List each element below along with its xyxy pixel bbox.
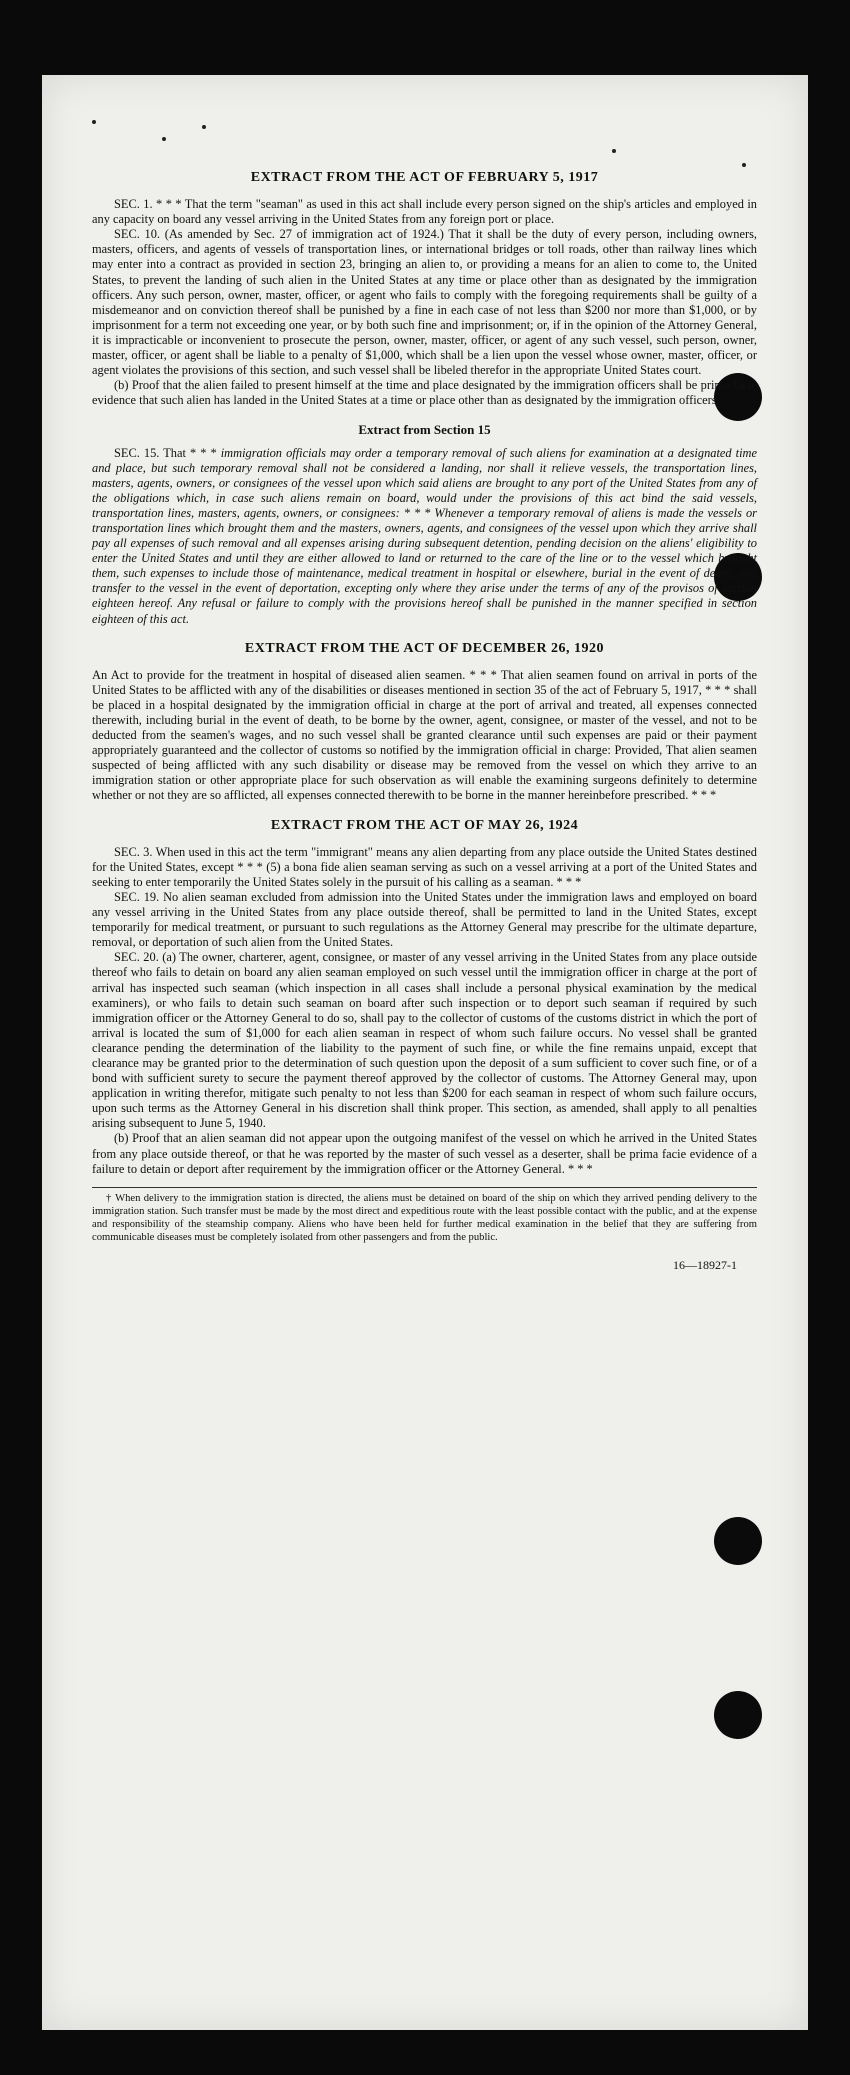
punch-hole [714,1691,762,1739]
footnote: † When delivery to the immigration station is directed, the aliens must be detained on board of the ship on which they arrived pending delivery to the immigration station. Such transfer must be made by the most direct and expeditious route with the least possible contact with the public, and at the expense and responsibility of the steamship company. Aliens who have been held for further medical examination in the belief that they are suffering from communicable diseases must be completely isolated from other passengers and from the public. [92,1187,757,1244]
section-15 [92,446,757,627]
section-1924 [92,845,757,1177]
sec15-body: immigration officials may order a temporary removal of such aliens for examination at a designated time and place, but such temporary removal shall not be considered a landing, nor shall it relieve vessels, the transportation lines, masters, agents, owners, or consignees of the vessel upon which said aliens are brought to any port of the United States from any of the obligations which, in case such aliens remain on board, would under the provisions of this act bind the said vessels, transportation lines, masters, agents, owners, or consignees: * * * Whenever a temporary removal of aliens is made the vessels or transportation lines which brought them and the masters, owners, agents, and consignees of the vessel upon which they arrive shall pay all expenses of such removal and all expenses arising during subsequent detention, pending decision on the aliens' eligibility to enter the United States and until they are either allowed to land or returned to the care of the line or to the vessel which brought them, such expenses to include those of maintenance, medical treatment in hospital or elsewhere, burial in the event of death, and transfer to the vessel in the event of deportation, excepting only where they arise under the terms of any of the provisos of section eighteen hereof. Any refusal or failure to comply with the provisions hereof shall be punished in the manner specified in section eighteen of this act. [92,445,757,626]
punch-hole [714,1517,762,1565]
subheading-section-15: Extract from Section 15 [358,422,491,438]
heading-act-1924: EXTRACT FROM THE ACT OF MAY 26, 1924 [270,817,579,833]
paragraph-sec19: SEC. 19. No alien seaman excluded from admission into the United States under the immigration laws and employed on board any vessel arriving in the United States from any place outside thereof, shall be permitted to land in the United States, except temporarily for medical treatment, or pursuant to such regulations as the Attorney General may prescribe for the ultimate departure, removal, or deportation of such alien from the United States. [92,889,757,950]
paragraph-sec20a: SEC. 20. (a) The owner, charterer, agent, consignee, or master of any vessel arriving in the United States from any place outside thereof who fails to detain on board any alien seaman employed on such vessel until the immigration officer in charge at the port of arrival has inspected such seaman (which inspection in all cases shall include a personal physical examination by the medical examiners), or who fails to detain such seaman on board after such inspection or to deport such seaman if required by such immigration officer or the Attorney General to do so, shall pay to the collector of customs of the customs district in which the port of arrival is located the sum of $1,000 for each alien seaman in respect of whom such failure occurs. No vessel shall be granted clearance pending the determination of the liability to the payment of such fine, or while the fine remains unpaid, except that clearance may be granted prior to the determination of such question upon the deposit of a sum sufficient to cover such fine, or of a bond with sufficient surety to secure the payment thereof approved by the collector of customs. The Attorney General may, upon application in writing therefor, mitigate such penalty to not less than $200 for each seaman in respect of whom such failure occurs, upon such terms as the Attorney General in his discretion shall think proper. This section, as amended, shall apply to all penalties arising subsequent to June 5, 1940. [92,950,757,1131]
paragraph-sec15 [92,446,757,627]
heading-act-1917: EXTRACT FROM THE ACT OF FEBRUARY 5, 1917 [250,170,599,185]
heading-act-1920: EXTRACT FROM THE ACT OF DECEMBER 26, 1920 [244,640,605,656]
form-number: 16—18927-1 [673,1257,737,1272]
paragraph-sec1: SEC. 1. * * * That the term "seaman" as used in this act shall include every person signed on the ship's articles and employed in any capacity on board any vessel arriving in the United States from any foreign port or place. [92,197,757,227]
scan-speck [92,120,96,124]
paragraph-sec10: SEC. 10. (As amended by Sec. 27 of immigration act of 1924.) That it shall be the duty of every person, including owners, masters, officers, and agents of vessels of transportation lines, or international bridges or toll roads, other than railway lines which may enter into a contract as provided in section 23, bringing an alien to, or providing a means for an alien to come to, the United States, to prevent the landing of such alien in the United States at any time or place other than as designated by the immigration officers. Any such person, owner, master, officer, or agent who fails to comply with the foregoing requirements shall be guilty of a misdemeanor and on conviction thereof shall be punished by a fine in each case of not less than $200 nor more than $1,000, or by imprisonment for a term not exceeding one year, or by both such fine and imprisonment; or, if in the opinion of the Attorney General, it is impracticable or inconvenient to prosecute the person, owner, master, officer, or agent of any such vessel, such person, owner, master, officer, or agent shall be liable to a penalty of $1,000, which shall be a lien upon the vessel whose owner, master, officer, or agent violates the provisions of this section, and such vessel shall be libeled therefor in the appropriate United States court. [92,227,757,378]
paragraph-act-1920: An Act to provide for the treatment in hospital of diseased alien seamen. * * * That alien seamen found on arrival in ports of the United States to be afflicted with any of the disabilities or diseases mentioned in section 35 of the act of February 5, 1917, * * * shall be placed in a hospital designated by the immigration official in charge at the port of arrival and treated, all expenses connected therewith, including burial in the event of death, to be borne by the owner, agent, consignee, or master of the vessel, and not to be deducted from the seamen's wages, and no such vessel shall be granted clearance until such expenses are paid or their payment appropriately guaranteed and the collector of customs so notified by the immigration official in charge: Provided, That alien seamen suspected of being afflicted with any such disability or disease may be removed from the vessel on which they arrive to an immigration station or other appropriate place for such observation as will enable the examining surgeons definitely to determine whether or not they are so afflicted, all expenses connected therewith to be borne in the manner hereinbefore prescribed. * * * [92,667,757,803]
section-1917 [92,197,757,408]
paragraph-sec10b: (b) Proof that the alien failed to present himself at the time and place designated by the immigration officers shall be prima facie evidence that such alien has landed in the United States at a time or place other than as designated by the immigration officers. [92,378,757,408]
scan-speck [742,163,746,167]
scan-speck [162,137,166,141]
scan-speck [202,125,206,129]
document-page [42,75,808,2030]
sec15-lead: SEC. 15. That * * * [114,445,221,460]
paragraph-sec3: SEC. 3. When used in this act the term "immigrant" means any alien departing from any place outside the United States destined for the United States, except * * * (5) a bona fide alien seaman serving as such on a vessel arriving at a port of the United States and seeking to enter temporarily the United States solely in the pursuit of his calling as a seaman. * * * [92,844,757,889]
section-1920 [92,668,757,804]
scan-speck [612,149,616,153]
paragraph-sec20b: (b) Proof that an alien seaman did not appear upon the outgoing manifest of the vessel on which he arrived in the United States from any place outside thereof, or that he was reported by the master of such vessel as a deserter, shall be prima facie evidence of a failure to detain or deport after requirement by the immigration officer or the Attorney General. * * * [92,1131,757,1176]
document-body [92,170,757,1273]
